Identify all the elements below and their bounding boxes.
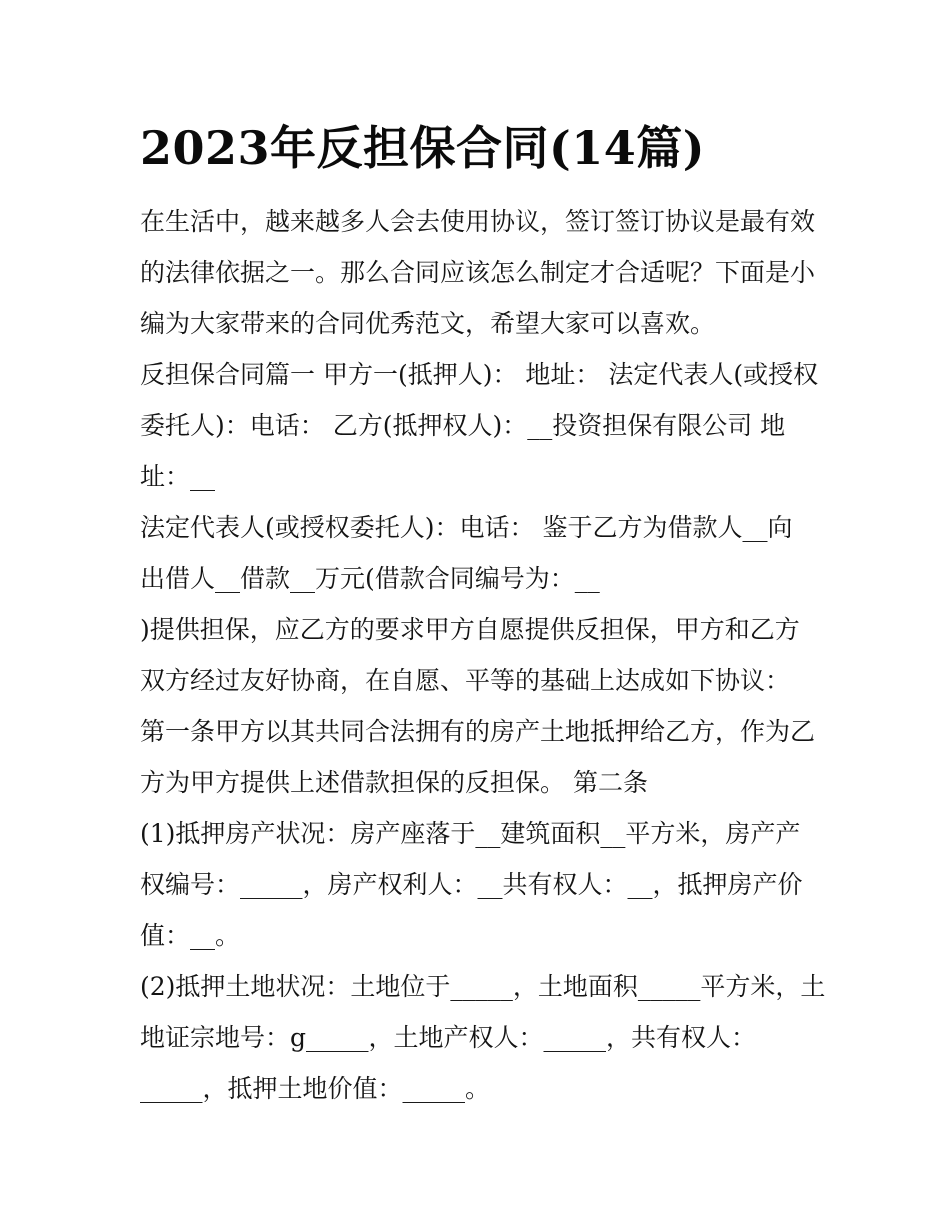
body-line: 址：__ (140, 462, 216, 491)
document-title: 2023年反担保合同(14篇) (140, 121, 706, 175)
document-body (140, 196, 830, 1114)
body-line: 法定代表人(或授权委托人)：电话： 鉴于乙方为借款人__向 (140, 513, 793, 542)
body-line: _____，抵押土地价值：_____。 (140, 1074, 491, 1103)
body-line: (1)抵押房产状况：房产座落于__建筑面积__平方米，房产产 (140, 819, 801, 848)
body-line: 委托人)：电话： 乙方(抵押权人)：__投资担保有限公司 地 (140, 411, 786, 440)
body-line: 的法律依据之一。那么合同应该怎么制定才合适呢？下面是小 (140, 258, 816, 287)
body-line: 反担保合同篇一 甲方一(抵押人)： 地址： 法定代表人(或授权 (140, 360, 819, 389)
body-line: )提供担保，应乙方的要求甲方自愿提供反担保，甲方和乙方 (140, 615, 800, 644)
body-line: 双方经过友好协商，在自愿、平等的基础上达成如下协议： (140, 666, 791, 695)
body-line: 值：__。 (140, 921, 241, 950)
body-line: 权编号：_____，房产权利人：__共有权人：__，抵押房产价 (140, 870, 803, 899)
body-line: 编为大家带来的合同优秀范文，希望大家可以喜欢。 (140, 309, 716, 338)
body-line: 出借人__借款__万元(借款合同编号为：__ (140, 564, 600, 593)
body-line: (2)抵押土地状况：土地位于_____，土地面积_____平方米，土 (140, 972, 826, 1001)
body-line: 在生活中，越来越多人会去使用协议，签订签订协议是最有效 (140, 207, 816, 236)
body-line: 方为甲方提供上述借款担保的反担保。 第二条 (140, 768, 648, 797)
body-line: 地证宗地号：g_____，土地产权人：_____，共有权人： (140, 1023, 757, 1052)
body-line: 第一条甲方以其共同合法拥有的房产土地抵押给乙方，作为乙 (140, 717, 816, 746)
